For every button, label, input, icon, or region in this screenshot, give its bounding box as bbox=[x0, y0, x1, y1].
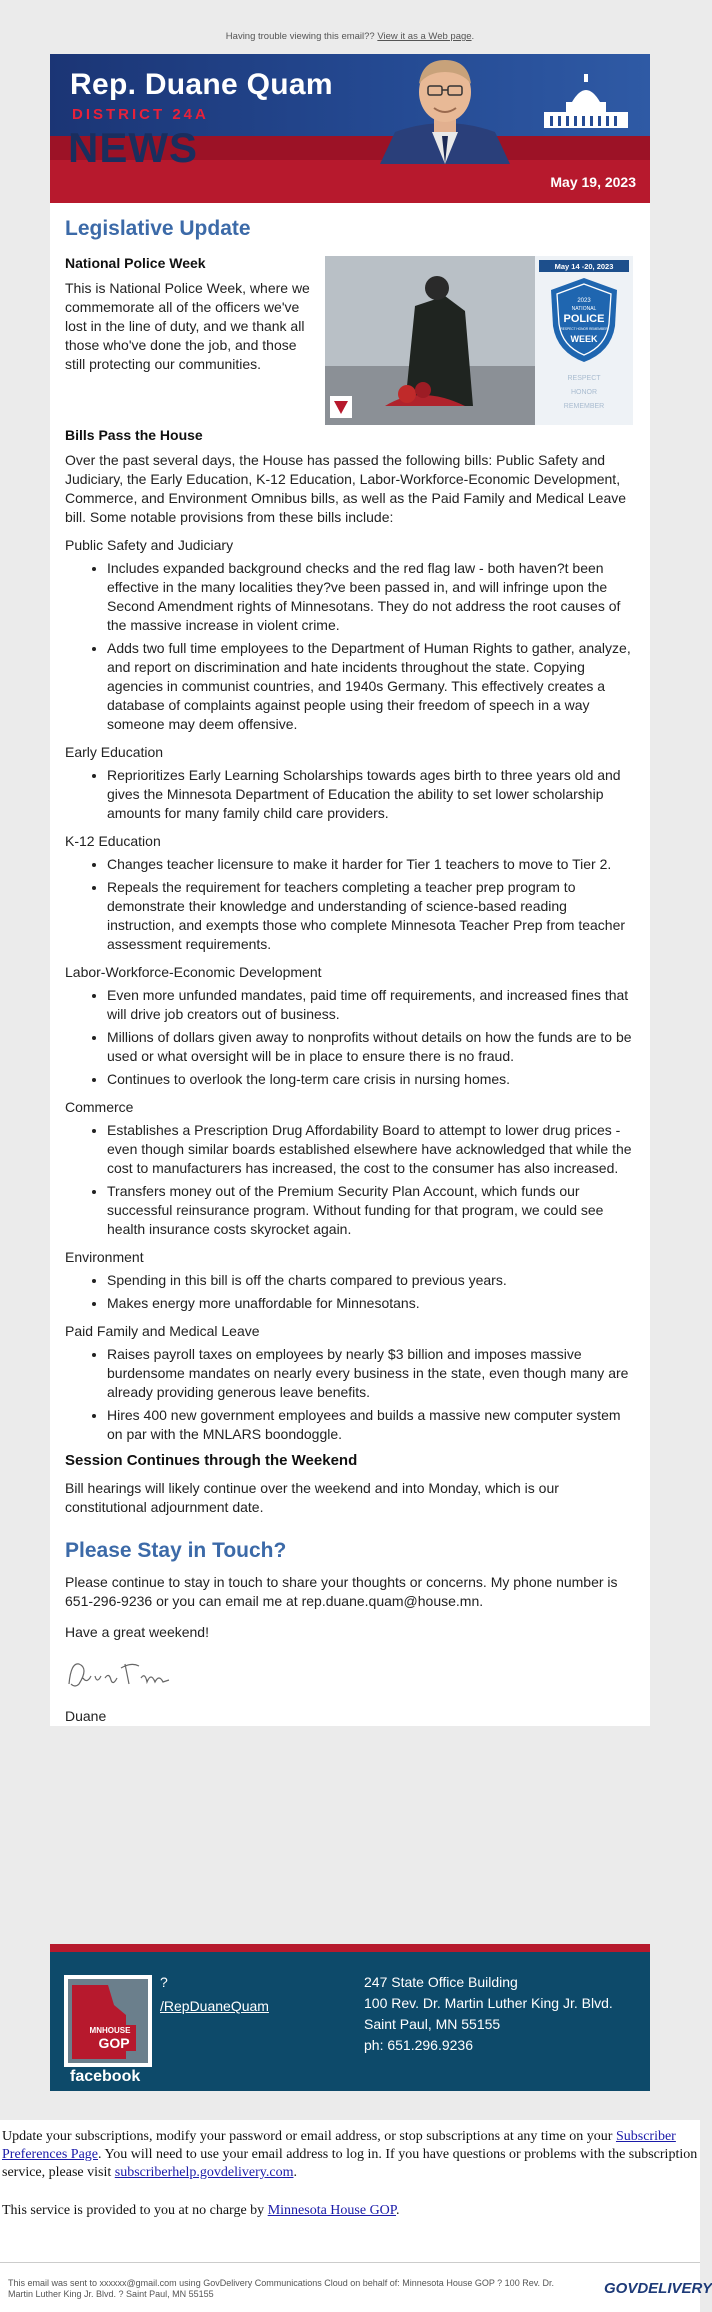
police-word-respect: RESPECT bbox=[567, 375, 601, 382]
issue-date: May 19, 2023 bbox=[550, 174, 636, 190]
bill-group-title: Paid Family and Medical Leave bbox=[65, 1323, 260, 1339]
bill-groups bbox=[65, 537, 635, 1444]
address-line2: 100 Rev. Dr. Martin Luther King Jr. Blvd. bbox=[364, 1995, 613, 2011]
police-word-remember: REMEMBER bbox=[563, 403, 605, 410]
session-heading: Session Continues through the Weekend bbox=[65, 1452, 358, 1469]
bill-provision-item: • Adds two full time employees to the Department of Human Rights to gather, analyze, and report on discrimination and hate incidents throughout the state. Copying agencies in communist countries, and 1940s Germany. This effectively creates a database of complaints against people using their freedom of speech in a way someone may deem offensive. bbox=[107, 639, 635, 734]
preheader-text: Having trouble viewing this email?? bbox=[225, 31, 378, 42]
bill-group-list bbox=[65, 986, 635, 1089]
bill-group-list bbox=[65, 1271, 635, 1313]
logo-line1: MNHOUSE bbox=[89, 2026, 131, 2035]
subscription-text-1: Update your subscriptions, modify your password or email address, or stop subscriptions at any time on your bbox=[2, 2129, 616, 2144]
police-badge-sub: RESPECT HONOR REMEMBER bbox=[560, 327, 608, 331]
subscriber-preferences-link[interactable]: Subscriber Preferences Page bbox=[2, 2129, 676, 2162]
subscriber-help-link[interactable]: subscriberhelp.govdelivery.com bbox=[114, 2165, 294, 2180]
address-line3: Saint Paul, MN 55155 bbox=[364, 2016, 501, 2032]
bill-group-title: Early Education bbox=[65, 744, 164, 760]
email-body bbox=[50, 54, 650, 1726]
rep-name: Rep. Duane Quam bbox=[70, 68, 333, 101]
district-label: DISTRICT 24A bbox=[72, 106, 209, 123]
police-dates: May 14 -20, 2023 bbox=[554, 262, 614, 271]
police-badge-week: WEEK bbox=[570, 334, 598, 344]
bill-group-list bbox=[65, 766, 635, 823]
facebook-label[interactable]: facebook bbox=[70, 2068, 141, 2085]
legislative-update-title: Legislative Update bbox=[65, 217, 251, 240]
session-body: Bill hearings will likely continue over the weekend and into Monday, which is our constitutional adjournment date. bbox=[65, 1480, 559, 1515]
govdelivery-logo[interactable]: GOVDELIVERY bbox=[604, 2280, 712, 2297]
bill-group-list bbox=[65, 1345, 635, 1444]
signoff: Duane bbox=[65, 1708, 107, 1724]
bills-body: Over the past several days, the House has passed the following bills: Public Safety and Judiciary, the Early Education, K-12 Education, Labor-Workforce-Economic Development, Commerce, and Environment Omnibus bills, as well as the Paid Family and Medical Leave bill. Some notable provisions from these bills include: bbox=[65, 452, 627, 525]
portrait-image bbox=[370, 54, 520, 164]
bill-group-title: Commerce bbox=[65, 1099, 134, 1115]
police-week-section bbox=[65, 255, 635, 425]
served-text: This service is provided to you at no charge by bbox=[2, 2203, 268, 2218]
police-badge-main: POLICE bbox=[563, 313, 605, 325]
legal-text: This email was sent to xxxxxx@gmail.com using GovDelivery Communications Cloud on behalf of: Minnesota House GOP ? 100 Rev. Dr. Martin Luther King Jr. Blvd. ? Saint Paul, MN 55155 bbox=[8, 2278, 555, 2299]
bill-provision-item: • Hires 400 new government employees and builds a massive new computer system on par with the MNLARS boondoggle. bbox=[107, 1406, 635, 1444]
minnesota-house-gop-link[interactable]: Minnesota House GOP bbox=[267, 2203, 397, 2218]
stay-in-touch-body: Please continue to stay in touch to share your thoughts or concerns. My phone number is 651-296-9236 or you can email me at rep.duane.quam@house.mn. bbox=[65, 1574, 618, 1609]
bill-provision-item: • Reprioritizes Early Learning Scholarships towards ages birth to three years old and gives the Minnesota Department of Education the ability to set lower scholarship amounts for many family child care providers. bbox=[107, 766, 635, 823]
subscription-text-3: . bbox=[293, 2165, 297, 2180]
logo-line2: GOP bbox=[98, 2035, 130, 2051]
house-gop-logo[interactable] bbox=[64, 1975, 152, 2075]
bills-heading: Bills Pass the House bbox=[65, 427, 203, 443]
bill-provision-item: • Continues to overlook the long-term care crisis in nursing homes. bbox=[107, 1070, 635, 1089]
bill-provision-item: • Transfers money out of the Premium Security Plan Account, which funds our successful reinsurance program. Without funding for that program, we could see health insurance costs skyrocket again. bbox=[107, 1182, 635, 1239]
signature-image bbox=[65, 1654, 185, 1694]
bill-group-list bbox=[65, 559, 635, 734]
police-word-honor: HONOR bbox=[570, 389, 598, 396]
footer-divider bbox=[0, 2262, 700, 2263]
address-line1: 247 State Office Building bbox=[364, 1974, 518, 1990]
service-notice bbox=[0, 2182, 700, 2220]
bill-group-list bbox=[65, 855, 635, 954]
bill-provision-item: • Establishes a Prescription Drug Affordability Board to attempt to lower drug prices - even though similar boards established elsewhere have acknowledged that while the cost to manufacturers has increased, the cost to the consumer has also increased. bbox=[107, 1121, 635, 1178]
subscription-notice bbox=[0, 2120, 700, 2182]
view-web-page-link[interactable]: View it as a Web page bbox=[377, 31, 472, 42]
bill-provision-item: • Repeals the requirement for teachers completing a teacher prep program to demonstrate their knowledge and understanding of science-based reading instruction, and exempts those who complete Minnesota Teacher Prep from teacher assessment requirements. bbox=[107, 878, 635, 954]
weekend-greeting: Have a great weekend! bbox=[65, 1624, 209, 1640]
contact-footer bbox=[50, 1944, 650, 2091]
bill-provision-item: • Includes expanded background checks and the red flag law - both haven?t been effective in the many localities they?ve been passed in, and will infringe upon the Second Amendment rights of Minnesotans. They do not address the root causes of the massive increase in violent crime. bbox=[107, 559, 635, 635]
bill-group-title: K-12 Education bbox=[65, 833, 161, 849]
news-label: NEWS bbox=[68, 124, 198, 171]
police-week-heading: National Police Week bbox=[65, 255, 206, 271]
bill-provision-item: • Spending in this bill is off the charts compared to previous years. bbox=[107, 1271, 635, 1290]
bill-provision-item: • Even more unfunded mandates, paid time off requirements, and increased fines that will drive job creators out of business. bbox=[107, 986, 635, 1024]
police-badge-top: NATIONAL bbox=[571, 306, 597, 312]
preheader bbox=[0, 0, 700, 53]
bill-group-title: Labor-Workforce-Economic Development bbox=[65, 964, 322, 980]
bill-group-list bbox=[65, 1121, 635, 1239]
office-address bbox=[364, 1972, 613, 2056]
bill-group-title: Public Safety and Judiciary bbox=[65, 537, 234, 553]
police-week-image bbox=[325, 256, 633, 425]
capitol-icon bbox=[536, 74, 636, 134]
bill-provision-item: • Changes teacher licensure to make it harder for Tier 1 teachers to move to Tier 2. bbox=[107, 855, 635, 874]
police-year: 2023 bbox=[577, 298, 591, 304]
bill-group-title: Environment bbox=[65, 1249, 144, 1265]
facebook-page-link[interactable]: /RepDuaneQuam bbox=[160, 1998, 269, 2014]
police-week-body: This is National Police Week, where we commemorate all of the officers we've lost in the line of duty, and we thank all those who've done the job, and those still protecting our communities. bbox=[65, 280, 310, 372]
stay-in-touch-title: Please Stay in Touch? bbox=[65, 1539, 287, 1562]
served-end: . bbox=[396, 2203, 400, 2218]
bill-provision-item: • Makes energy more unaffordable for Minnesotans. bbox=[107, 1294, 635, 1313]
bill-provision-item: • Millions of dollars given away to nonprofits without details on how the funds are to be used or what oversight will be in place to ensure there is no fraud. bbox=[107, 1028, 635, 1066]
subscription-text-2: . You will need to use your email address to log in. If you have questions or problems with the subscription service, please visit bbox=[2, 2147, 698, 2180]
main-content bbox=[50, 203, 650, 1726]
preheader-suffix: . bbox=[471, 31, 475, 42]
office-phone: ph: 651.296.9236 bbox=[364, 2037, 473, 2053]
bill-provision-item: • Raises payroll taxes on employees by nearly $3 billion and imposes massive burdensome mandates on nearly every business in the state, even though many are already providing generous leave benefits. bbox=[107, 1345, 635, 1402]
facebook-icon-placeholder: ? bbox=[160, 1974, 168, 1990]
newsletter-header bbox=[50, 54, 650, 203]
